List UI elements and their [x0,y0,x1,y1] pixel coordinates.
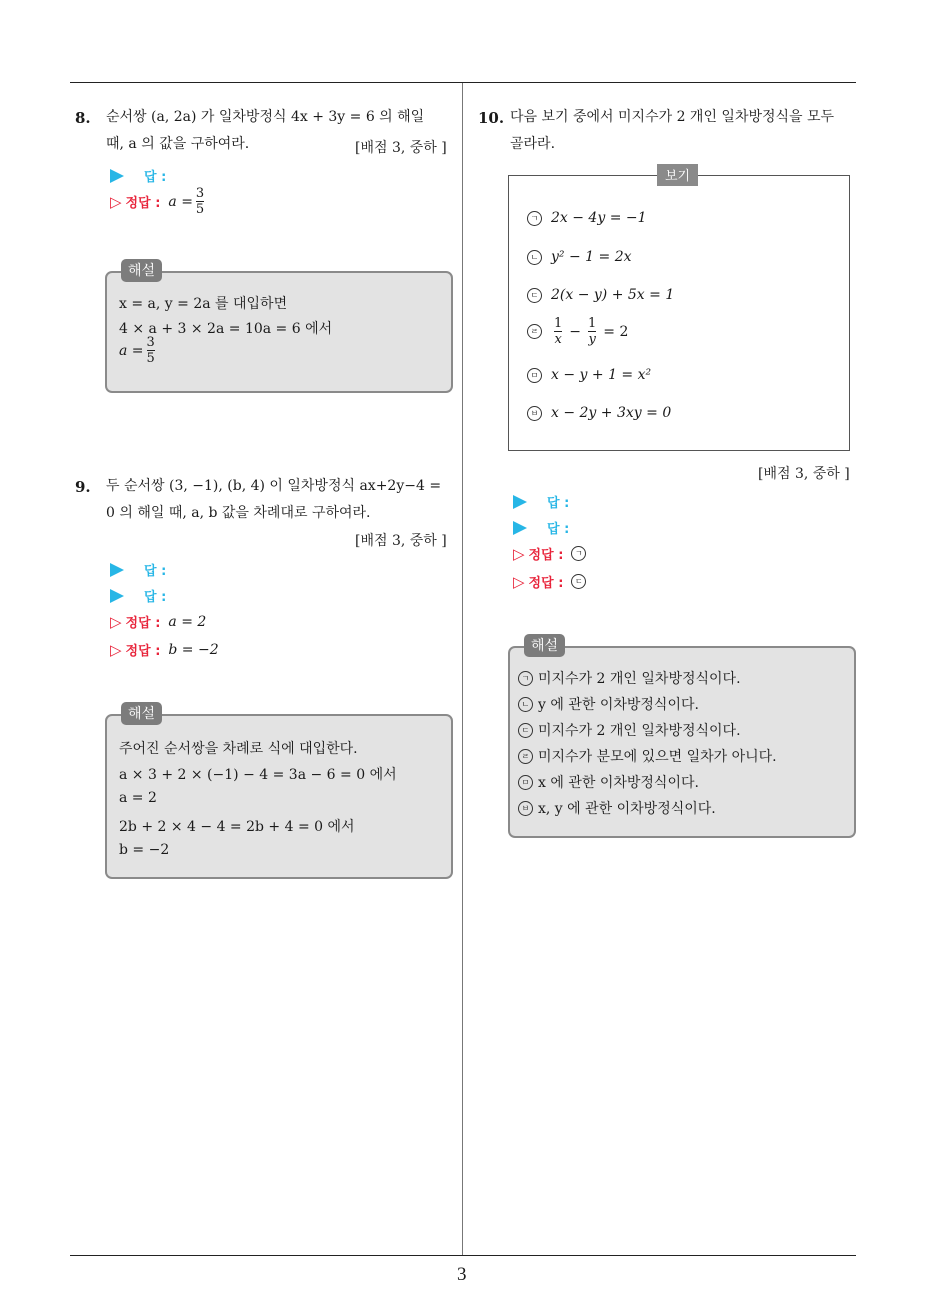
q10-explanation-tag: 해설 [524,634,565,657]
circle-nieun-icon: ㄴ [518,697,533,712]
circle-mieum-icon: ㅁ [527,368,542,383]
q10-bogi4-num1: 1 [554,316,563,331]
q10-expl-line4 [518,746,777,766]
q10-text-line2: 골라라. [510,136,556,152]
q9-answer1-label: 답 : [144,564,167,579]
q10-bogi-item-1 [527,210,647,226]
q8-explanation-box [105,263,453,393]
q10-answer1-arrow-icon [513,495,527,509]
q9-expl-line5: b = −2 [119,842,170,858]
q10-explanation-box [508,638,856,838]
q9-expl-line1: 주어진 순서쌍을 차례로 식에 대입한다. [119,741,358,757]
q8-expl-fraction [147,335,155,366]
q10-correct1-label: 정답 : [528,548,564,563]
column-divider [462,83,463,1255]
q9-explanation-tag: 해설 [121,702,162,725]
q10-answer2-label: 답 : [547,522,570,537]
q10-expl-line5 [518,772,699,792]
q10-expl-text4: 미지수가 분모에 있으면 일차가 아니다. [538,749,777,765]
q8-expl-line2: 4 × a + 3 × 2a = 10a = 6 에서 [119,321,333,337]
q10-bogi-eq-3: 2(x − y) + 5x = 1 [551,287,675,303]
circle-rieul-icon: ㄹ [518,749,533,764]
q10-answer-line-1[interactable] [513,492,569,511]
q10-answer-line-2[interactable] [513,518,569,537]
q8-answer-arrow-icon [110,169,124,183]
top-rule [70,82,856,83]
q10-expl-line1 [518,668,741,688]
q10-correct2-arrow-icon: ▷ [513,572,525,591]
q9-correct-line-1 [110,612,206,631]
q10-expl-text2: y 에 관한 이차방정식이다. [538,697,699,713]
q8-number: 8. [75,109,91,127]
q9-correct1-arrow-icon: ▷ [110,612,122,631]
q9-text-line2: 0 의 해일 때, a, b 값을 차례대로 구하여라. [106,505,371,521]
q8-expl-line1: x = a, y = 2a 를 대입하면 [119,296,288,312]
q10-bogi4-minus: − [569,323,582,340]
q9-answer-line-1[interactable] [110,560,166,579]
q10-correct1-arrow-icon: ▷ [513,544,525,563]
circle-digeut-icon: ㄷ [571,574,586,589]
q8-expl-numerator: 3 [146,335,155,350]
circle-giyeok-icon: ㄱ [518,671,533,686]
q8-correct-denominator: 5 [195,202,205,217]
q10-bogi-item-3 [527,287,674,303]
q9-number: 9. [75,478,91,496]
q10-score: [배점 3, 중하 ] [758,466,850,482]
q9-correct-line-2 [110,640,219,659]
q10-expl-text3: 미지수가 2 개인 일차방정식이다. [538,723,741,739]
q10-expl-text5: x 에 관한 이차방정식이다. [538,775,699,791]
q8-correct-label: 정답 : [125,196,161,211]
q10-bogi-item-2 [527,249,632,265]
q8-text-line1: 순서쌍 (a, 2a) 가 일차방정식 4x + 3y = 6 의 해일 [106,109,425,125]
q10-answer1-label: 답 : [547,496,570,511]
q10-expl-text1: 미지수가 2 개인 일차방정식이다. [538,671,741,687]
q10-bogi4-frac2 [588,316,596,347]
q8-text-line2: 때, a 의 값을 구하여라. [106,136,250,152]
q8-answer-label: 답 : [144,170,167,185]
q9-answer2-arrow-icon [110,589,124,603]
q10-bogi4-den2: y [588,332,596,347]
q10-correct-line-2 [513,572,595,591]
q10-answer2-arrow-icon [513,521,527,535]
q10-number: 10. [478,109,505,127]
q10-correct2-label: 정답 : [528,576,564,591]
circle-mieum-icon: ㅁ [518,775,533,790]
q10-bogi4-rhs: = 2 [603,323,629,340]
page-number: 3 [457,1264,467,1285]
q9-text-line1: 두 순서쌍 (3, −1), (b, 4) 이 일차방정식 ax+2y−4 = [106,478,442,494]
q10-bogi4-num2: 1 [588,316,597,331]
q9-correct1-value: a = 2 [168,613,207,630]
q10-bogi-eq-6: x − 2y + 3xy = 0 [551,405,672,421]
q8-expl-line3 [119,335,158,366]
q8-correct-arrow-icon: ▷ [110,192,122,211]
q10-bogi-item-5 [527,367,651,383]
q9-answer-line-2[interactable] [110,586,166,605]
q10-expl-text6: x, y 에 관한 이차방정식이다. [538,801,716,817]
circle-bieup-icon: ㅂ [518,801,533,816]
circle-giyeok-icon: ㄱ [571,546,586,561]
q10-bogi-item-4 [527,316,628,347]
q8-correct-numerator: 3 [195,186,205,201]
q9-correct2-label: 정답 : [125,644,161,659]
q9-answer2-label: 답 : [144,590,167,605]
q9-correct2-value: b = −2 [168,641,219,658]
q10-text-line1: 다음 보기 중에서 미지수가 2 개인 일차방정식을 모두 [510,109,835,125]
q10-bogi4-den1: x [554,332,562,347]
circle-giyeok-icon: ㄱ [527,211,542,226]
q8-expl-denominator: 5 [146,351,155,366]
circle-digeut-icon: ㄷ [527,288,542,303]
q10-correct-line-1 [513,544,595,563]
q8-correct-lhs: a = [168,193,193,210]
q8-score: [배점 3, 중하 ] [355,140,447,156]
q9-explanation-box [105,706,453,879]
q9-correct1-label: 정답 : [125,616,161,631]
q9-expl-line3: a = 2 [119,790,157,806]
circle-nieun-icon: ㄴ [527,250,542,265]
q10-bogi-item-6 [527,405,671,421]
bottom-rule [70,1255,856,1256]
q8-correct-fraction [196,186,204,217]
circle-digeut-icon: ㄷ [518,723,533,738]
q9-expl-line4: 2b + 2 × 4 − 4 = 2b + 4 = 0 에서 [119,819,355,835]
q9-correct2-arrow-icon: ▷ [110,640,122,659]
q9-answer1-arrow-icon [110,563,124,577]
q8-explanation-tag: 해설 [121,259,162,282]
q10-bogi4-frac1 [554,316,562,347]
q8-answer-line[interactable] [110,166,166,185]
q10-bogi-eq-2: y² − 1 = 2x [551,249,632,265]
q10-bogi-tag: 보기 [657,164,698,186]
q8-correct-line [110,186,207,217]
q10-expl-line6 [518,798,716,818]
q10-bogi-box [508,169,850,451]
circle-bieup-icon: ㅂ [527,406,542,421]
circle-rieul-icon: ㄹ [527,324,542,339]
q10-expl-line3 [518,720,741,740]
q10-bogi-eq-5: x − y + 1 = x² [551,367,652,383]
q9-score: [배점 3, 중하 ] [355,533,447,549]
q8-expl-lhs: a = [119,342,144,359]
q9-expl-line2: a × 3 + 2 × (−1) − 4 = 3a − 6 = 0 에서 [119,767,397,783]
q10-bogi-eq-1: 2x − 4y = −1 [551,210,647,226]
q10-expl-line2 [518,694,699,714]
